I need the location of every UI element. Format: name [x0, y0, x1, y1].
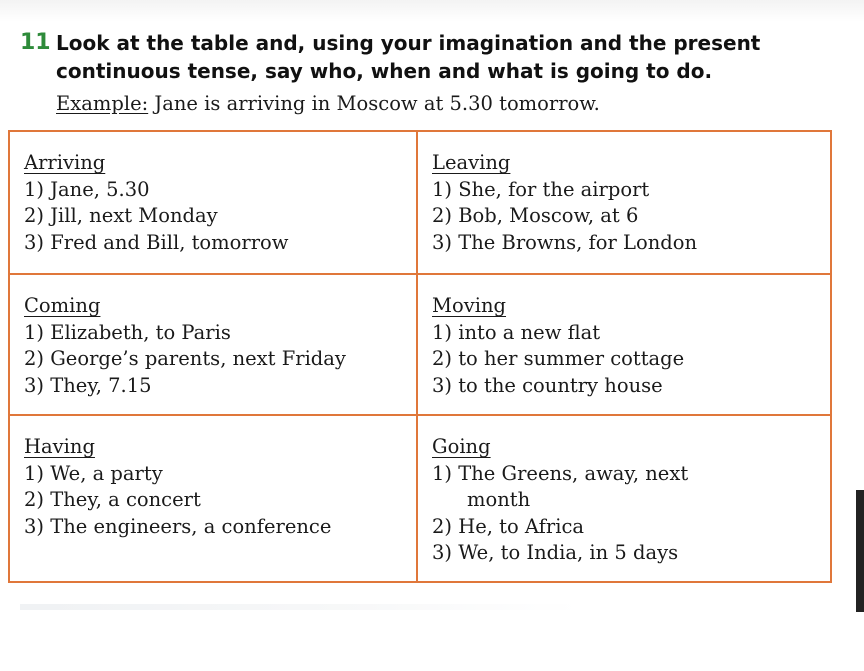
list-item: 3) Fred and Bill, tomorrow — [24, 230, 289, 254]
exercise-table — [8, 130, 832, 583]
instruction-line-1: Look at the table and, using your imagination and the present — [56, 31, 761, 55]
cell-leaving — [418, 132, 832, 275]
list-item: 1) Jane, 5.30 — [24, 177, 150, 201]
cell-having — [10, 416, 418, 581]
list-item: 1) into a new flat — [432, 320, 601, 344]
list-item: 2) They, a concert — [24, 488, 201, 511]
item-list — [432, 461, 832, 567]
cell-arriving — [10, 132, 418, 275]
cell-moving — [418, 275, 832, 416]
item-list — [432, 320, 832, 400]
list-item: 2) George’s parents, next Friday — [24, 347, 346, 370]
page-top-edge — [0, 0, 864, 22]
item-list — [24, 461, 416, 541]
list-item: 1) We, a party — [24, 461, 163, 485]
cell-title: Coming — [24, 294, 101, 317]
item-list — [432, 177, 832, 257]
list-item: 3) We, to India, in 5 days — [432, 541, 679, 564]
item-list — [24, 320, 416, 400]
list-item: 2) Jill, next Monday — [24, 204, 218, 227]
cell-title: Having — [24, 435, 95, 458]
cell-going — [418, 416, 832, 581]
example-label: Example: — [56, 92, 149, 115]
list-item: 3) to the country house — [432, 373, 663, 397]
list-item: 1) The Greens, away, next — [432, 461, 689, 485]
list-item: 3) They, 7.15 — [24, 373, 152, 397]
list-item: 2) Bob, Moscow, at 6 — [432, 204, 639, 227]
cell-title: Leaving — [432, 151, 511, 174]
cell-title: Moving — [432, 294, 507, 317]
list-item-continuation: month — [467, 488, 531, 511]
list-item: 1) She, for the airport — [432, 177, 650, 201]
page-edge-shadow — [856, 490, 864, 612]
list-item: 3) The Browns, for London — [432, 230, 698, 254]
list-item: 1) Elizabeth, to Paris — [24, 320, 231, 344]
list-item: 2) He, to Africa — [432, 514, 584, 538]
exercise-number: 11 — [20, 30, 51, 55]
cell-title: Arriving — [24, 151, 106, 174]
example-text: Jane is arriving in Moscow at 5.30 tomorrow. — [148, 92, 600, 115]
list-item: 2) to her summer cottage — [432, 347, 685, 370]
cell-coming — [10, 275, 418, 416]
faint-next-line — [20, 604, 580, 610]
item-list — [24, 177, 416, 257]
example-sentence — [56, 92, 600, 115]
cell-title: Going — [432, 435, 491, 458]
list-item: 3) The engineers, a conference — [24, 514, 332, 538]
instruction-line-2: continuous tense, say who, when and what is going to do. — [56, 59, 713, 83]
exercise-instructions — [56, 29, 846, 85]
